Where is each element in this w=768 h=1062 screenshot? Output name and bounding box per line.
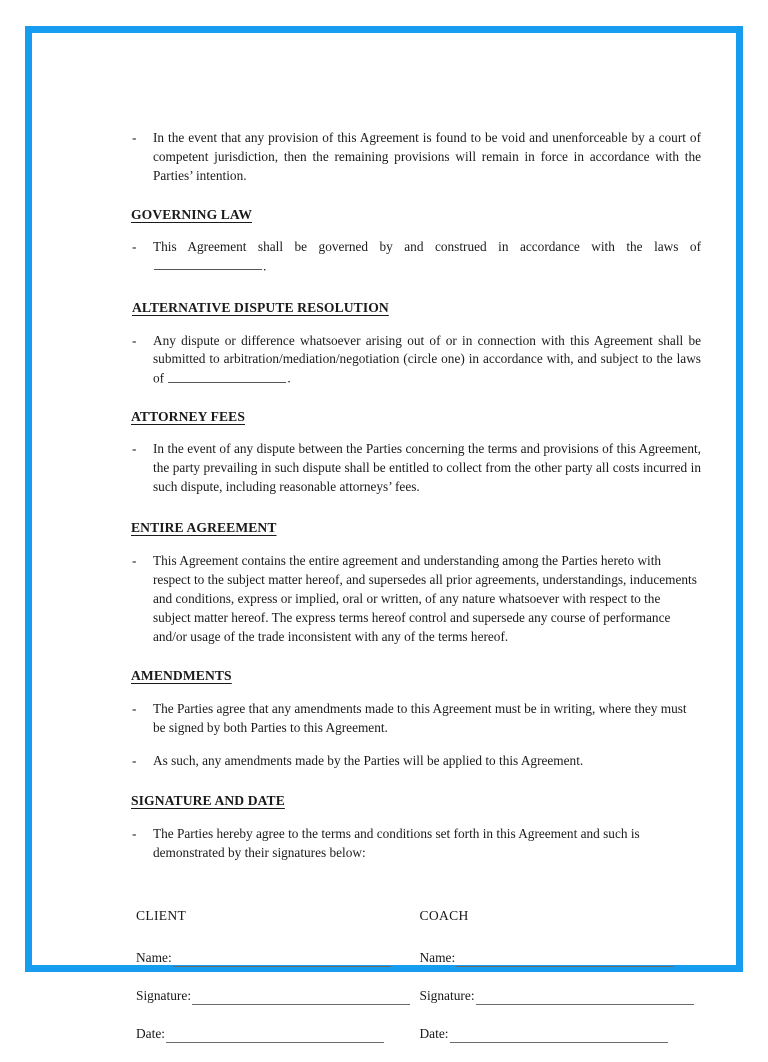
client-date-input-line[interactable] [166,1031,384,1042]
alternative-dispute-resolution-clause [153,332,701,389]
adr-blank-field[interactable] [168,369,286,383]
client-signature-input-line[interactable] [192,993,410,1004]
bullet-dash-icon: - [132,441,137,457]
bullet-dash-icon: - [132,753,137,769]
governing-law-blank-field[interactable] [154,257,262,271]
section-heading-signature-and-date-label: SIGNATURE AND DATE [131,793,285,809]
signature-row-client-date [136,1024,418,1043]
list-item-amendments-2 [131,752,701,771]
severability-clause-text: In the event that any provision of this Agreement is found to be void and unenforceable by a court of competent jurisdiction, then the remaining provisions will remain in force in accordance with the Parties’ intention. [153,130,701,183]
governing-law-clause-text-before: This Agreement shall be governed by and construed in accordance with the laws of [153,238,701,254]
attorney-fees-clause-text: In the event of any dispute between the Parties concerning the terms and provisions of this Agreement, the party prevailing in such dispute shall be entitled to collect from the other party all costs incurred in such dispute, including reasonable attorneys’ fees. [153,441,701,494]
section-heading-signature-and-date [131,791,701,810]
coach-date-input-line[interactable] [450,1031,668,1042]
client-date-label: Date: [136,1025,165,1041]
signature-column-coach [418,906,702,1061]
coach-signature-input-line[interactable] [476,993,694,1004]
client-name-label: Name: [136,949,172,965]
bullet-dash-icon: - [132,130,137,145]
coach-signature-label: Signature: [419,987,475,1003]
document-content [131,129,701,1062]
signature-row-client-name [136,948,418,967]
list-item-signature-and-date [131,825,701,863]
signature-row-coach-name [420,948,702,967]
adr-clause-text-after: . [287,370,291,386]
client-name-input-line[interactable] [173,955,391,966]
bullet-dash-icon: - [132,553,137,569]
section-heading-amendments [131,666,701,685]
list-item-severability [131,129,701,186]
bullet-dash-icon: - [132,238,137,254]
section-heading-amendments-label: AMENDMENTS [131,668,232,684]
list-item-attorney-fees [131,440,701,497]
signature-party-label-client: CLIENT [136,908,187,924]
coach-date-label: Date: [419,1025,449,1041]
amendments-clause-2-text: As such, any amendments made by the Parties will be applied to this Agreement. [153,753,584,769]
list-item-governing-law [131,238,701,276]
page-blue-border-frame [25,26,743,1041]
list-item-entire-agreement [131,552,701,646]
section-heading-alternative-dispute-resolution [131,298,701,317]
signature-party-label-coach: COACH [419,908,469,924]
section-heading-entire-agreement [131,518,701,537]
signature-row-coach-signature [420,986,702,1005]
governing-law-clause [153,238,701,276]
bullet-dash-icon: - [132,700,137,716]
signature-column-client [136,906,418,1061]
section-heading-governing-law-label: GOVERNING LAW [131,206,253,222]
list-item-alternative-dispute-resolution [131,332,701,389]
client-signature-label: Signature: [136,987,192,1003]
signature-block [131,906,701,1061]
governing-law-clause-text-after: . [263,258,267,274]
entire-agreement-clause-text: This Agreement contains the entire agreement and understanding among the Parties hereto with respect to the subject matter hereof, and supersedes all prior agreements, understandings, inducements and conditions, express or implied, oral or written, of any nature whatsoever with respect to the subject matter hereof. The express terms hereof control and supersede any course of performance and/or usage of the trade inconsistent with any of the terms hereof. [153,553,697,644]
coach-name-input-line[interactable] [456,955,674,966]
section-heading-alternative-dispute-resolution-label: ALTERNATIVE DISPUTE RESOLUTION [132,300,389,316]
section-heading-governing-law [131,205,701,224]
section-heading-entire-agreement-label: ENTIRE AGREEMENT [131,519,277,535]
coach-name-label: Name: [419,949,456,965]
section-heading-attorney-fees-label: ATTORNEY FEES [131,408,245,424]
signature-row-client-signature [136,986,418,1005]
amendments-clause-1-text: The Parties agree that any amendments made to this Agreement must be in writing, where they must be signed by both Parties to this Agreement. [153,700,687,735]
signature-row-coach-date [420,1024,702,1043]
adr-clause-text-before: Any dispute or difference whatsoever arising out of or in connection with this Agreement shall be submitted to arbitration/mediation/negotiation (circle one) in accordance with, and subject to the laws of [153,332,701,386]
bullet-dash-icon: - [132,825,137,841]
section-heading-attorney-fees [131,407,701,426]
bullet-dash-icon: - [132,332,137,348]
signature-and-date-clause-text: The Parties hereby agree to the terms and conditions set forth in this Agreement and such is demonstrated by their signatures below: [153,825,640,860]
list-item-amendments-1 [131,700,701,738]
